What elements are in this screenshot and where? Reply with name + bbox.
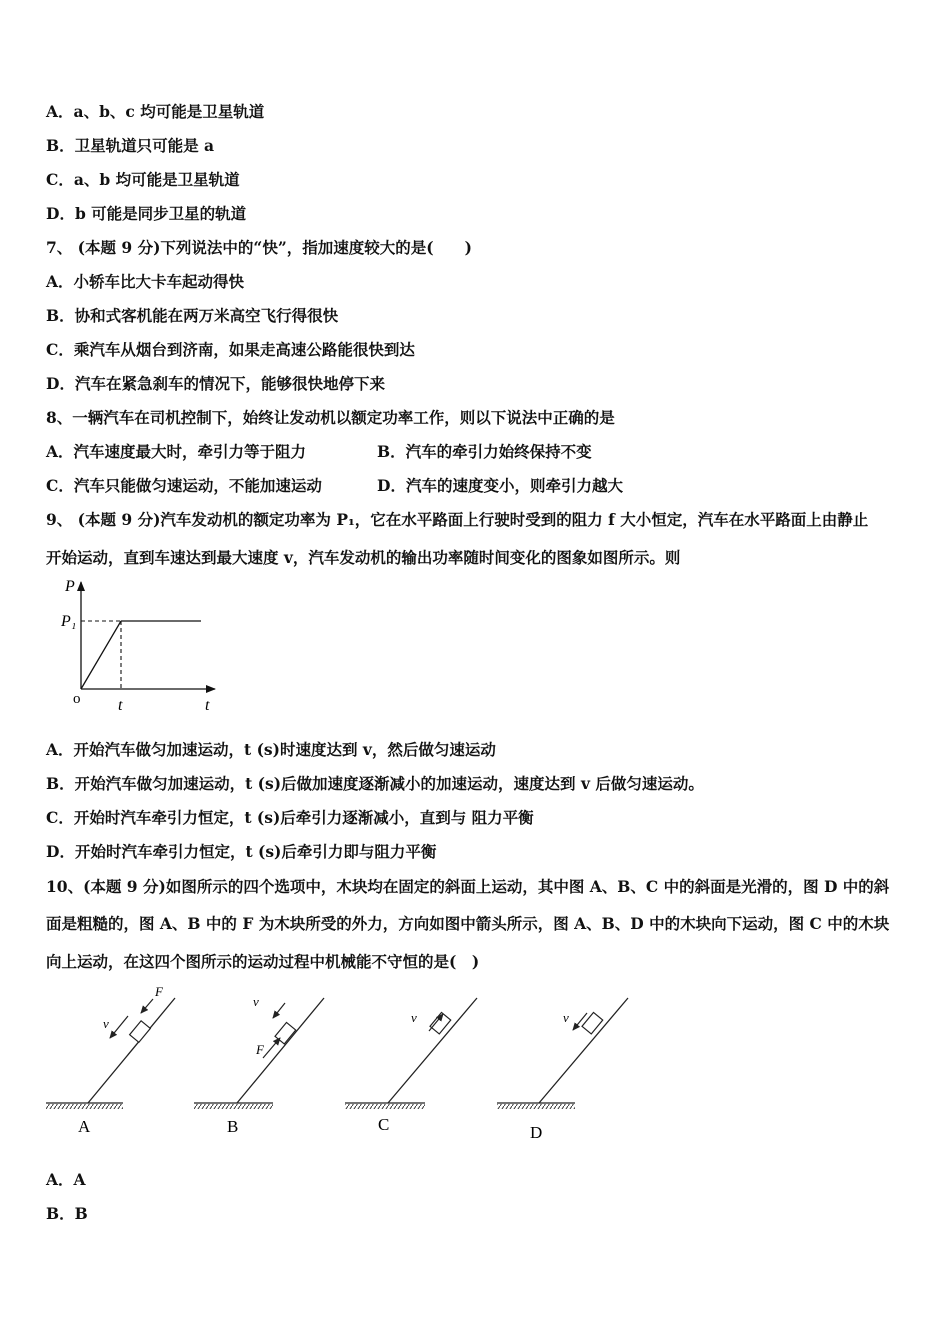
q9-stem-line-2: 开始运动，直到车速达到最大速度 v，汽车发动机的输出功率随时间变化的图象如图所示。则 (46, 548, 681, 567)
q10-c-block (430, 1012, 451, 1034)
q10-stem-line-3: 向上运动，在这四个图所示的运动过程中机械能不守恒的是( ) (46, 952, 480, 971)
q9-ramp-line (81, 621, 121, 689)
q10-b-force-label: F (256, 1042, 264, 1057)
q6-option-d: D．b 可能是同步卫星的轨道 (46, 204, 247, 223)
q10-a-velocity-label: v (103, 1016, 109, 1031)
q10-stem-line-2: 面是粗糙的，图 A、B 中的 F 为木块所受的外力，方向如图中箭头所示，图 A、B、D 中的木块向下运动，图 C 中的木块 (46, 914, 890, 933)
q9-option-c: C．开始时汽车牵引力恒定，t (s)后牵引力逐渐减小，直到与 阻力平衡 (46, 808, 534, 827)
q6-option-c: C．a、b 均可能是卫星轨道 (46, 170, 240, 189)
q6-option-a: A．a、b、c 均可能是卫星轨道 (46, 102, 265, 121)
q8-option-d: D．汽车的速度变小，则牵引力越大 (377, 476, 623, 495)
q10-a-velocity-arrow (110, 1016, 128, 1038)
q9-p1-label: P₁ (61, 613, 77, 630)
q10-c-velocity-label: v (411, 1010, 417, 1025)
q10-a-ground-hatch (46, 1104, 123, 1109)
q8-option-a: A．汽车速度最大时，牵引力等于阻力 (46, 442, 307, 461)
q6-option-b: B．卫星轨道只可能是 a (46, 136, 215, 155)
q10-figure-b (194, 994, 324, 1136)
q8-stem: 8、一辆汽车在司机控制下，始终让发动机以额定功率工作，则以下说法中正确的是 (46, 408, 615, 427)
q10-incline-figures (40, 980, 640, 1150)
q10-a-block (130, 1021, 151, 1043)
q10-a-force-label: F (155, 984, 163, 999)
q7-option-b: B．协和式客机能在两万米高空飞行得很快 (46, 306, 339, 325)
q9-x-axis-label: t (205, 697, 210, 714)
q10-a-label: A (78, 1117, 91, 1136)
q8-option-c: C．汽车只能做匀速运动，不能加速运动 (46, 476, 322, 495)
q7-option-a: A．小轿车比大卡车起动得快 (46, 272, 245, 291)
q10-d-incline (539, 998, 628, 1103)
q10-b-velocity-label: v (253, 994, 259, 1009)
q10-a-incline (88, 998, 175, 1103)
q9-stem-line-1: 9、 (本题 9 分)汽车发动机的额定功率为 P₁，它在水平路面上行驶时受到的阻力 f 大小恒定，汽车在水平路面上由静止 (46, 510, 869, 529)
q10-figure-a (46, 984, 175, 1136)
q10-b-ground-hatch (194, 1104, 273, 1109)
q10-a-force-arrow (141, 999, 153, 1013)
q9-t-mark-label: t (118, 697, 123, 714)
q10-c-incline (388, 998, 477, 1103)
q8-option-b: B．汽车的牵引力始终保持不变 (377, 442, 592, 461)
q7-option-c: C．乘汽车从烟台到济南，如果走高速公路能很快到达 (46, 340, 415, 359)
q9-option-a: A．开始汽车做匀加速运动，t (s)时速度达到 v，然后做匀速运动 (46, 740, 496, 759)
q9-option-b: B．开始汽车做匀加速运动，t (s)后做加速度逐渐减小的加速运动，速度达到 v 后做匀速运动。 (46, 774, 704, 793)
q9-power-time-graph (55, 572, 230, 717)
q7-stem: 7、 (本题 9 分)下列说法中的“快”，指加速度较大的是( ) (46, 238, 472, 257)
q10-b-incline (237, 998, 324, 1103)
q10-b-label: B (227, 1117, 239, 1136)
q10-stem-line-1: 10、(本题 9 分)如图所示的四个选项中，木块均在固定的斜面上运动，其中图 A、B、C 中的斜面是光滑的，图 D 中的斜 (46, 877, 890, 896)
q10-option-b: B．B (46, 1204, 88, 1223)
q9-option-d: D．开始时汽车牵引力恒定，t (s)后牵引力即与阻力平衡 (46, 842, 437, 861)
q10-c-ground-hatch (345, 1104, 425, 1109)
q10-d-velocity-label: v (563, 1010, 569, 1025)
q10-d-ground-hatch (497, 1104, 575, 1109)
q10-option-a: A．A (46, 1170, 86, 1189)
q9-origin-label: o (73, 691, 81, 707)
q7-option-d: D．汽车在紧急刹车的情况下，能够很快地停下来 (46, 374, 385, 393)
q9-y-axis-label: P (65, 578, 75, 595)
q8-options-row-1 (46, 442, 592, 462)
q10-figure-d (497, 998, 628, 1142)
q8-options-row-2 (46, 476, 623, 496)
q10-figure-c (345, 998, 477, 1134)
q10-c-label: C (378, 1115, 390, 1134)
q10-b-velocity-arrow (273, 1003, 285, 1018)
q10-d-label: D (530, 1123, 543, 1142)
